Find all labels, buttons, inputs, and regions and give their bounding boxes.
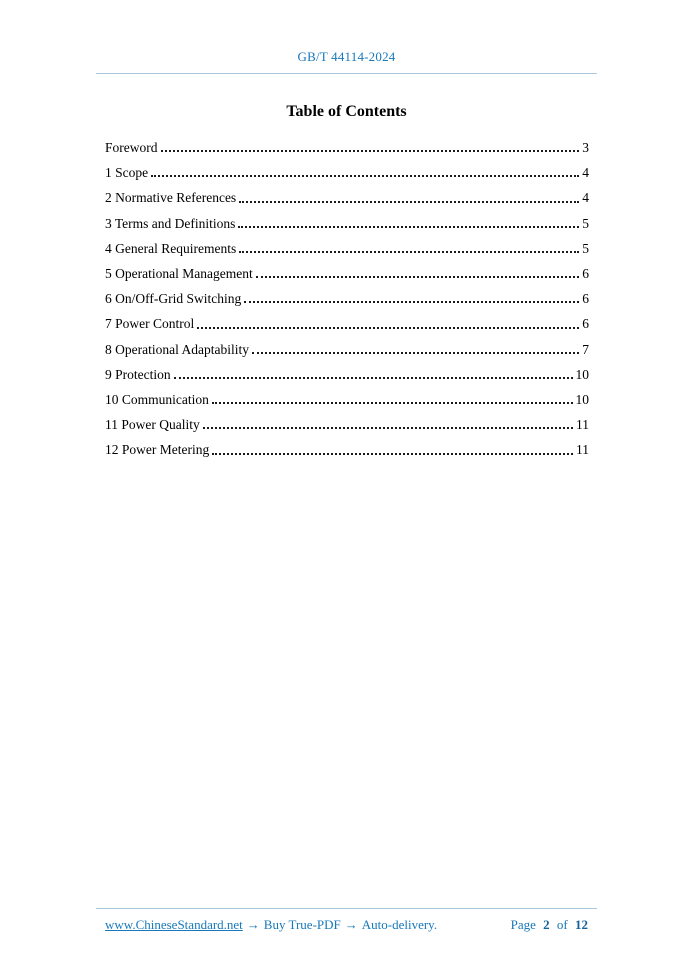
toc-entry-label: 1 Scope xyxy=(105,165,149,181)
toc-entry-label: 2 Normative References xyxy=(105,190,237,206)
standard-code: GB/T 44114-2024 xyxy=(297,49,396,64)
toc-entry-label: 11 Power Quality xyxy=(105,417,200,433)
toc-entry-page: 10 xyxy=(575,392,589,408)
toc-entry-label: 7 Power Control xyxy=(105,316,195,332)
toc-entry-page: 11 xyxy=(576,417,589,433)
toc-entry-label: 3 Terms and Definitions xyxy=(105,215,236,231)
toc-dot-leader xyxy=(244,301,579,303)
toc-entry xyxy=(105,211,589,236)
footer-content xyxy=(96,917,597,933)
arrow-icon: → xyxy=(344,917,358,932)
auto-delivery-text: Auto-delivery. xyxy=(361,917,438,932)
buy-true-pdf-text: Buy True-PDF xyxy=(263,917,341,932)
toc-entry xyxy=(105,135,589,160)
toc-entry xyxy=(105,160,589,185)
toc-entry-page: 6 xyxy=(582,291,589,307)
page-indicator xyxy=(507,917,588,933)
total-pages-number: 12 xyxy=(575,917,588,932)
toc-entry-page: 4 xyxy=(582,165,589,181)
toc-entry-page: 7 xyxy=(582,341,589,357)
toc-dot-leader xyxy=(238,226,579,228)
page-header xyxy=(96,49,597,74)
toc-entry-page: 3 xyxy=(582,140,589,155)
toc-dot-leader xyxy=(161,150,580,152)
table-of-contents xyxy=(105,135,589,463)
toc-entry xyxy=(105,362,589,387)
toc-dot-leader xyxy=(203,427,573,429)
toc-entry-page: 5 xyxy=(582,240,589,256)
toc-entry xyxy=(105,337,589,362)
toc-entry xyxy=(105,437,589,462)
toc-entry-label: 6 On/Off-Grid Switching xyxy=(105,291,242,307)
toc-entry-page: 6 xyxy=(582,316,589,332)
toc-dot-leader xyxy=(212,402,573,404)
website-link[interactable]: www.ChineseStandard.net xyxy=(105,917,243,932)
footer-promo xyxy=(105,917,437,933)
toc-entry-label: 9 Protection xyxy=(105,366,171,382)
toc-entry-page: 6 xyxy=(582,266,589,282)
toc-entry-page: 11 xyxy=(576,442,589,458)
toc-dot-leader xyxy=(174,377,573,379)
header-divider xyxy=(96,73,597,74)
toc-dot-leader xyxy=(151,175,579,177)
toc-entry-label: 12 Power Metering xyxy=(105,442,210,458)
of-label: of xyxy=(556,917,568,932)
page-label: Page xyxy=(510,917,536,932)
toc-entry xyxy=(105,236,589,261)
toc-entry-label: Foreword xyxy=(105,140,158,155)
toc-entry xyxy=(105,311,589,336)
toc-entry xyxy=(105,185,589,210)
toc-entry-label: 5 Operational Management xyxy=(105,266,253,282)
toc-dot-leader xyxy=(239,201,579,203)
arrow-icon: → xyxy=(246,917,260,932)
toc-entry-label: 4 General Requirements xyxy=(105,240,237,256)
toc-entry xyxy=(105,286,589,311)
toc-entry-page: 5 xyxy=(582,215,589,231)
current-page-number: 2 xyxy=(543,917,550,932)
toc-dot-leader xyxy=(212,453,573,455)
toc-entry-page: 4 xyxy=(582,190,589,206)
toc-dot-leader xyxy=(252,352,579,354)
toc-dot-leader xyxy=(197,327,579,329)
footer-divider xyxy=(96,908,597,909)
toc-entry xyxy=(105,387,589,412)
page-footer xyxy=(96,908,597,933)
toc-entry-label: 8 Operational Adaptability xyxy=(105,341,249,357)
toc-dot-leader xyxy=(256,276,580,278)
toc-entry-page: 10 xyxy=(575,366,589,382)
page-title: Table of Contents xyxy=(286,103,407,120)
toc-dot-leader xyxy=(239,251,579,253)
toc-entry-label: 10 Communication xyxy=(105,392,209,408)
toc-entry xyxy=(105,412,589,437)
toc-entry xyxy=(105,261,589,286)
